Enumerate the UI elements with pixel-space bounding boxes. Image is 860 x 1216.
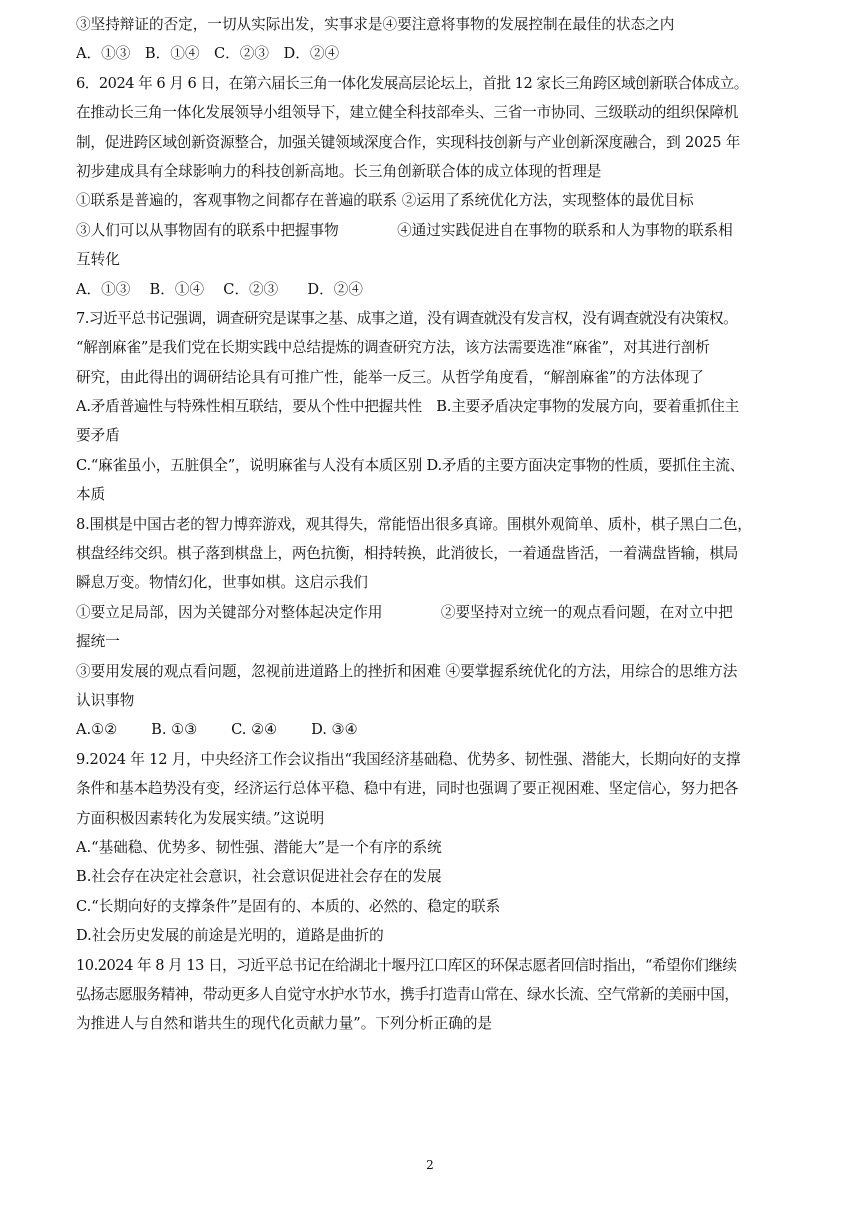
document-body bbox=[76, 10, 792, 1039]
question-8-stem: 8.围棋是中国古老的智力博弈游戏，观其得失，常能悟出很多真谛。围棋外观简单、质朴，棋子黑白二色， bbox=[76, 515, 752, 533]
statement-line: ③人们可以从事物固有的联系中把握事物 ④通过实践促进自在事物的联系和人为事物的联系相 bbox=[76, 221, 733, 239]
text-line: 棋盘经纬交织。棋子落到棋盘上，两色抗衡，相持转换，此消彼长，一着通盘皆活，一着满盘皆输，棋局 bbox=[76, 545, 739, 563]
text-line: 瞬息万变。物情幻化，世事如棋。这启示我们 bbox=[76, 574, 368, 592]
text-line: 制，促进跨区域创新资源整合，加强关键领域深度合作，实现科技创新与产业创新深度融合，到 2025 年 bbox=[76, 133, 741, 151]
question-9-stem: 9.2024 年 12 月，中央经济工作会议指出“我国经济基础稳、优势多、韧性强、潜能大，长期向好的支撑 bbox=[76, 750, 741, 768]
statement-line: ①要立足局部，因为关键部分对整体起决定作用 ②要坚持对立统一的观点看问题，在对立中把 bbox=[76, 603, 733, 621]
answer-options: A．①③ B．①④ C．②③ D．②④ bbox=[76, 280, 363, 298]
option-line: B.社会存在决定社会意识，社会意识促进社会存在的发展 bbox=[76, 868, 442, 886]
statement-line: ①联系是普遍的，客观事物之间都存在普遍的联系 ②运用了系统优化方法，实现整体的最优目标 bbox=[76, 192, 694, 210]
text-line: 为推进人与自然和谐共生的现代化贡献力量”。下列分析正确的是 bbox=[76, 1015, 493, 1033]
text-line: 条件和基本趋势没有变，经济运行总体平稳、稳中有进，同时也强调了要正视困难、坚定信心，努力把各 bbox=[76, 780, 739, 798]
option-line: C.“长期向好的支撑条件”是固有的、本质的、必然的、稳定的联系 bbox=[76, 897, 501, 915]
answer-options: A.①② B. ①③ C. ②④ D. ③④ bbox=[76, 721, 358, 739]
text-line: 方面积极因素转化为发展实绩。”这说明 bbox=[76, 809, 325, 827]
page-number: 2 bbox=[426, 1158, 434, 1172]
text-line: “解剖麻雀”是我们党在长期实践中总结提炼的调查研究方法，该方法需要选准“麻雀”，对其进行剖析 bbox=[76, 339, 710, 357]
text-line: ③坚持辩证的否定，一切从实际出发，实事求是④要注意将事物的发展控制在最佳的状态之内 bbox=[76, 16, 675, 33]
statement-line: ③要用发展的观点看问题，忽视前进道路上的挫折和困难 ④要掌握系统优化的方法，用综合的思维方法 bbox=[76, 662, 738, 680]
question-7-stem: 7.习近平总书记强调，调查研究是谋事之基、成事之道，没有调查就没有发言权，没有调查就没有决策权。 bbox=[76, 309, 738, 327]
option-line: A.“基础稳、优势多、韧性强、潜能大”是一个有序的系统 bbox=[76, 838, 442, 856]
answer-options: A．①③ B．①④ C．②③ D．②④ bbox=[76, 45, 340, 63]
question-6-stem: 6．2024 年 6 月 6 日，在第六届长三角一体化发展高层论坛上，首批 12 家长三角跨区域创新联合体成立。 bbox=[76, 74, 748, 92]
option-line: D.社会历史发展的前途是光明的，道路是曲折的 bbox=[76, 927, 384, 945]
text-line: 在推动长三角一体化发展领导小组领导下，建立健全科技部牵头、三省一市协同、三级联动的组织保障机 bbox=[76, 104, 739, 122]
text-line: 握统一 bbox=[76, 633, 120, 651]
text-line: 本质 bbox=[76, 486, 106, 504]
option-line: C.“麻雀虽小，五脏俱全”，说明麻雀与人没有本质区别 D.矛盾的主要方面决定事物的性质，要抓住主流、 bbox=[76, 456, 745, 474]
question-10-stem: 10.2024 年 8 月 13 日，习近平总书记在给湖北十堰丹江口库区的环保志愿者回信时指出，“希望你们继续 bbox=[76, 956, 737, 974]
text-line: 研究，由此得出的调研结论具有可推广性，能举一反三。从哲学角度看，“解剖麻雀”的方法体现了 bbox=[76, 368, 704, 386]
text-line: 初步建成具有全球影响力的科技创新高地。长三角创新联合体的成立体现的哲理是 bbox=[76, 162, 602, 180]
option-line: A.矛盾普遍性与特殊性相互联结，要从个性中把握共性 B.主要矛盾决定事物的发展方向，要着重抓住主 bbox=[76, 398, 740, 416]
text-line: 弘扬志愿服务精神，带动更多人自觉守水护水节水，携手打造青山常在、绿水长流、空气常新的美丽中国， bbox=[76, 985, 739, 1003]
text-line: 要矛盾 bbox=[76, 427, 120, 445]
text-line: 认识事物 bbox=[76, 691, 135, 709]
text-line: 互转化 bbox=[76, 251, 120, 269]
